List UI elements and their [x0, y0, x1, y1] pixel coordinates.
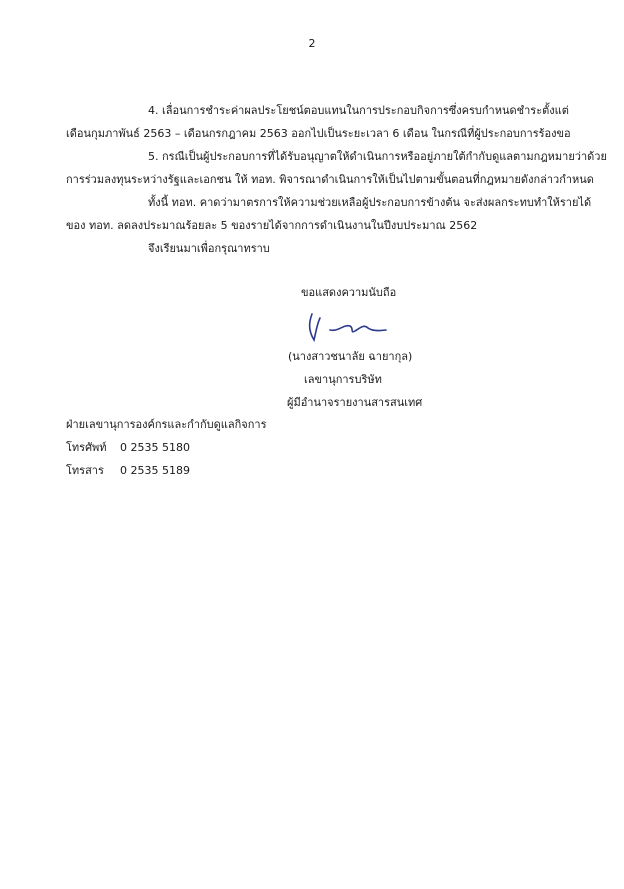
impact-paragraph-line-2: ของ ทอท. ลดลงประมาณร้อยละ 5 ของรายได้จากการดำเนินงานในปีงบประมาณ 2562: [66, 219, 478, 232]
signatory-position-1: เลขานุการบริษัท: [304, 373, 382, 386]
phone-number: 0 2535 5180: [120, 441, 190, 454]
salutation: ขอแสดงความนับถือ: [301, 286, 397, 299]
impact-paragraph-line-1: ทั้งนี้ ทอท. คาดว่ามาตรการให้ความช่วยเหลือผู้ประกอบการข้างต้น จะส่งผลกระทบทำให้รายได้: [148, 196, 592, 209]
fax-label: โทรสาร: [66, 464, 104, 477]
item-4-line-1: 4. เลื่อนการชำระค่าผลประโยชน์ตอบแทนในการประกอบกิจการซึ่งครบกำหนดชำระตั้งแต่: [148, 104, 569, 117]
signatory-position-2: ผู้มีอำนาจรายงานสารสนเทศ: [287, 396, 423, 409]
handwritten-signature: [300, 310, 392, 344]
fax-number: 0 2535 5189: [120, 464, 190, 477]
phone-label: โทรศัพท์: [66, 441, 107, 454]
item-4-line-2: เดือนกุมภาพันธ์ 2563 – เดือนกรกฎาคม 2563 ออกไปเป็นระยะเวลา 6 เดือน ในกรณีที่ผู้ประกอบการร้องขอ: [66, 127, 571, 140]
page-number: 2: [308, 37, 316, 50]
item-5-line-1: 5. กรณีเป็นผู้ประกอบการที่ได้รับอนุญาตให้ดำเนินการหรืออยู่ภายใต้กำกับดูแลตามกฎหมายว่าด้วย: [148, 150, 607, 163]
signatory-name: (นางสาวชนาลัย ฉายากุล): [288, 350, 413, 363]
department-name: ฝ่ายเลขานุการองค์กรและกำกับดูแลกิจการ: [66, 418, 267, 431]
item-5-line-2: การร่วมลงทุนระหว่างรัฐและเอกชน ให้ ทอท. พิจารณาดำเนินการให้เป็นไปตามขั้นตอนที่กฎหมายดังกล่าวกำหนด: [66, 173, 594, 186]
closing-note: จึงเรียนมาเพื่อกรุณาทราบ: [148, 242, 270, 255]
